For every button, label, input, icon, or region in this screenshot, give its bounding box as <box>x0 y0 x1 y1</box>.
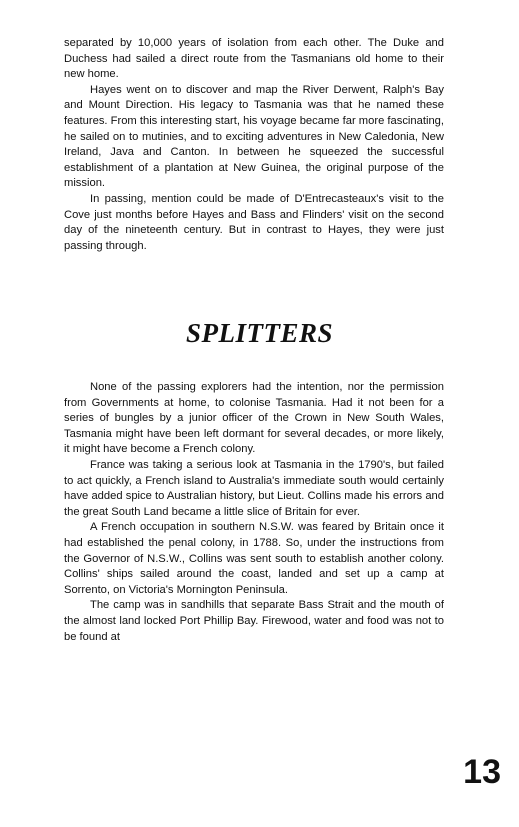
paragraph: A French occupation in southern N.S.W. was feared by Britain once it had established the penal colony, in 1788. So, under the instructions from the Governor of N.S.W., Collins was sent south to establish another colony. Collins' ships sailed around the coast, landed and set up a camp at Sorrento, on Victoria's Mornington Peninsula. <box>64 521 444 596</box>
paragraph: France was taking a serious look at Tasmania in the 1790's, but failed to act quickly, a French island to Australia's immediate south would certainly have added spice to Australian history, but Lieut. Collins made his errors and the great South Land became a little slice of Britain for ever. <box>64 458 444 518</box>
paragraph: None of the passing explorers had the intention, nor the permission from Governments at home, to colonise Tasmania. Had it not been for a series of bungles by a junior officer of the Crown in New South Wales, Tasmania might have been left dormant for several decades, or more likely, it might have become a French colony. <box>64 381 444 456</box>
page-number: 13 <box>463 753 501 791</box>
paragraph: separated by 10,000 years of isolation from each other. The Duke and Duchess had sailed a direct route from the Tasmanians old home to their new home. <box>64 37 444 81</box>
bottom-text-block <box>64 380 444 645</box>
section-heading: SPLITTERS <box>185 318 334 348</box>
top-text-block <box>64 36 444 254</box>
paragraph: In passing, mention could be made of D'Entrecasteaux's visit to the Cove just months before Hayes and Bass and Flinders' visit on the second day of the nineteenth century. But in contrast to Hayes, they were just passing through. <box>64 192 444 252</box>
paragraph: The camp was in sandhills that separate Bass Strait and the mouth of the almost land locked Port Phillip Bay. Firewood, water and food was not to be found at <box>64 599 444 643</box>
paragraph: Hayes went on to discover and map the River Derwent, Ralph's Bay and Mount Direction. His legacy to Tasmania was that he named these features. From this interesting start, his voyage became far more fascinating, he sailed on to mutinies, and to exciting adventures in New Caledonia, New Ireland, Java and Canton. In between he squeezed the successful establishment of a plantation at New Guinea, the original purpose of the mission. <box>64 83 444 190</box>
